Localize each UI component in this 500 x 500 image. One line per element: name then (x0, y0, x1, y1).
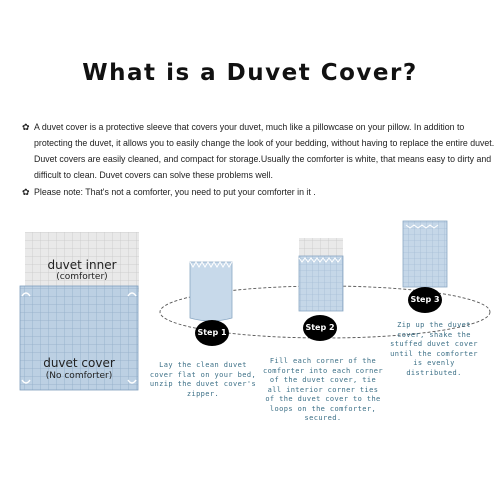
flower-bullet-icon: ✿ (22, 187, 30, 197)
step1-caption: Lay the clean duvet cover flat on your bed, unzip the duvet cover's zipper. (149, 361, 257, 398)
flower-bullet-icon: ✿ (22, 122, 30, 132)
page-title: What is a Duvet Cover? (82, 60, 418, 86)
step3-label: Step 3 (410, 295, 440, 304)
step3-cover-illustration (403, 221, 447, 287)
duvet-inner-label: duvet inner (47, 258, 117, 272)
note-text: Please note: That's not a comforter, you need to put your comforter in it . (34, 187, 316, 197)
duvet-inner-sublabel: (comforter) (56, 272, 108, 282)
step2-cover-illustration (299, 238, 343, 311)
step2-caption: Fill each corner of the comforter into each corner of the duvet cover, tie all interior corner ties of the duvet cover to the loops on the comforter, secured. (263, 357, 383, 422)
duvet-cover-sublabel: (No comforter) (45, 371, 113, 381)
duvet-cover-label: duvet cover (43, 356, 115, 370)
step1-label: Step 1 (197, 328, 227, 337)
step3-caption: Zip up the duvet cover, shake the stuffed duvet cover until the comforter is evenly distributed. (390, 321, 478, 377)
step2-label: Step 2 (305, 323, 335, 332)
intro-text: A duvet cover is a protective sleeve that covers your duvet, much like a pillowcase on your pillow. In addition to protecting the duvet, it allows you to easily change the look of your bedding, without having to replace the entire duvet. Duvet covers are easily cleaned, and compact for storage.Usually the comforter is white, that means easy to dirty and difficult to clean. Duvet covers can solve these problems well. (34, 122, 495, 180)
step1-cover-illustration (190, 262, 232, 321)
